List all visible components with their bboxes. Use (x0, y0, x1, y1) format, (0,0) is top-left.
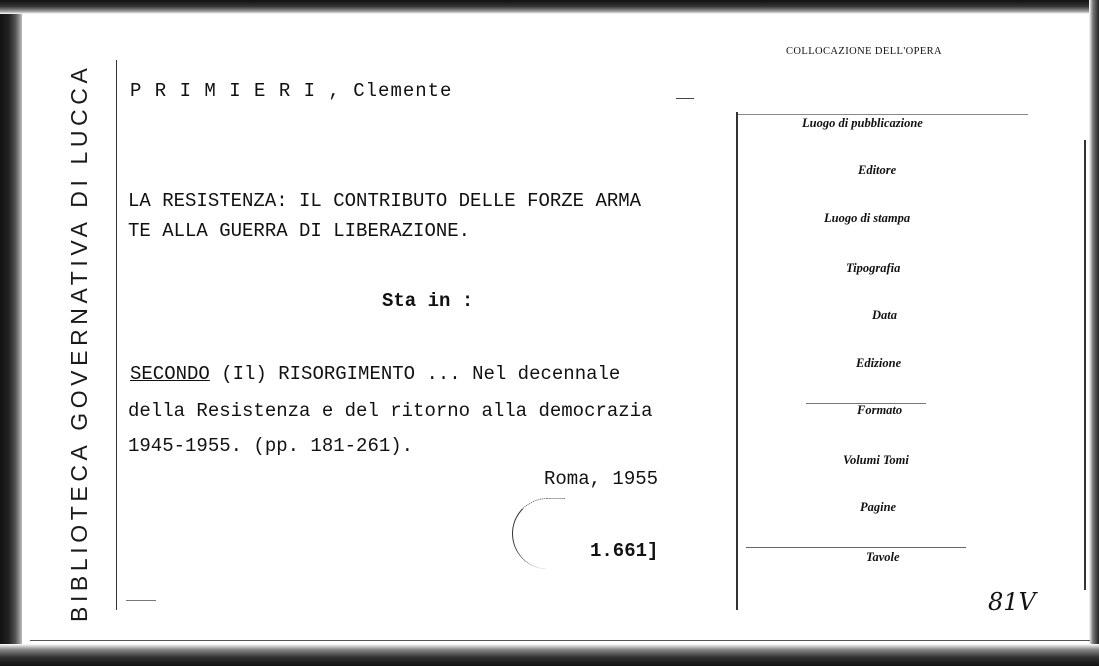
field-pagine: Pagine (860, 500, 897, 514)
field-data: Data (872, 308, 897, 322)
author-name: P R I M I E R I , Clemente (130, 80, 453, 102)
library-name: BIBLIOTECA GOVERNATIVA DI LUCCA (66, 63, 92, 622)
field-luogo-pubblicazione: Luogo di pubblicazione (802, 116, 923, 130)
rule-mark (738, 114, 1028, 115)
left-margin-line (116, 60, 117, 610)
source-line-1-rest: (Il) RISORGIMENTO ... Nel decennale (209, 363, 621, 385)
form-box-left-line (736, 112, 738, 610)
source-title-underlined: SECONDO (130, 363, 210, 385)
scan-edge-right (1089, 0, 1099, 666)
form-header: COLLOCAZIONE DELL'OPERA (786, 46, 943, 57)
source-line-1 (130, 363, 620, 385)
field-tavole: Tavole (866, 550, 900, 564)
place-date: Roma, 1955 (544, 468, 659, 490)
scan-edge-bottom (0, 644, 1099, 666)
field-volumi-tomi: Volumi Tomi (843, 453, 909, 467)
title-line-2: TE ALLA GUERRA DI LIBERAZIONE. (128, 220, 471, 242)
source-line-3: 1945-1955. (pp. 181-261). (128, 435, 414, 457)
scan-edge-left (0, 0, 22, 666)
field-luogo-stampa: Luogo di stampa (824, 211, 911, 225)
page-reference: 1.661] (590, 540, 659, 562)
inventory-number: 81V (988, 588, 1036, 616)
scan-edge-top (0, 0, 1099, 14)
rule-mark (746, 547, 966, 548)
rule-mark (126, 600, 156, 601)
source-line-2: della Resistenza e del ritorno alla democrazia (128, 400, 653, 422)
field-tipografia: Tipografia (846, 261, 901, 275)
handwritten-bracket (512, 498, 565, 569)
field-edizione: Edizione (856, 356, 902, 370)
field-formato: Formato (857, 403, 903, 417)
rule-mark (676, 98, 694, 99)
field-editore: Editore (858, 163, 897, 177)
sta-in-label: Sta in : (382, 290, 474, 312)
form-box-right-line (1084, 140, 1086, 590)
title-line-1: LA RESISTENZA: IL CONTRIBUTO DELLE FORZE ARMA (128, 190, 642, 212)
bottom-rule (30, 640, 1090, 641)
